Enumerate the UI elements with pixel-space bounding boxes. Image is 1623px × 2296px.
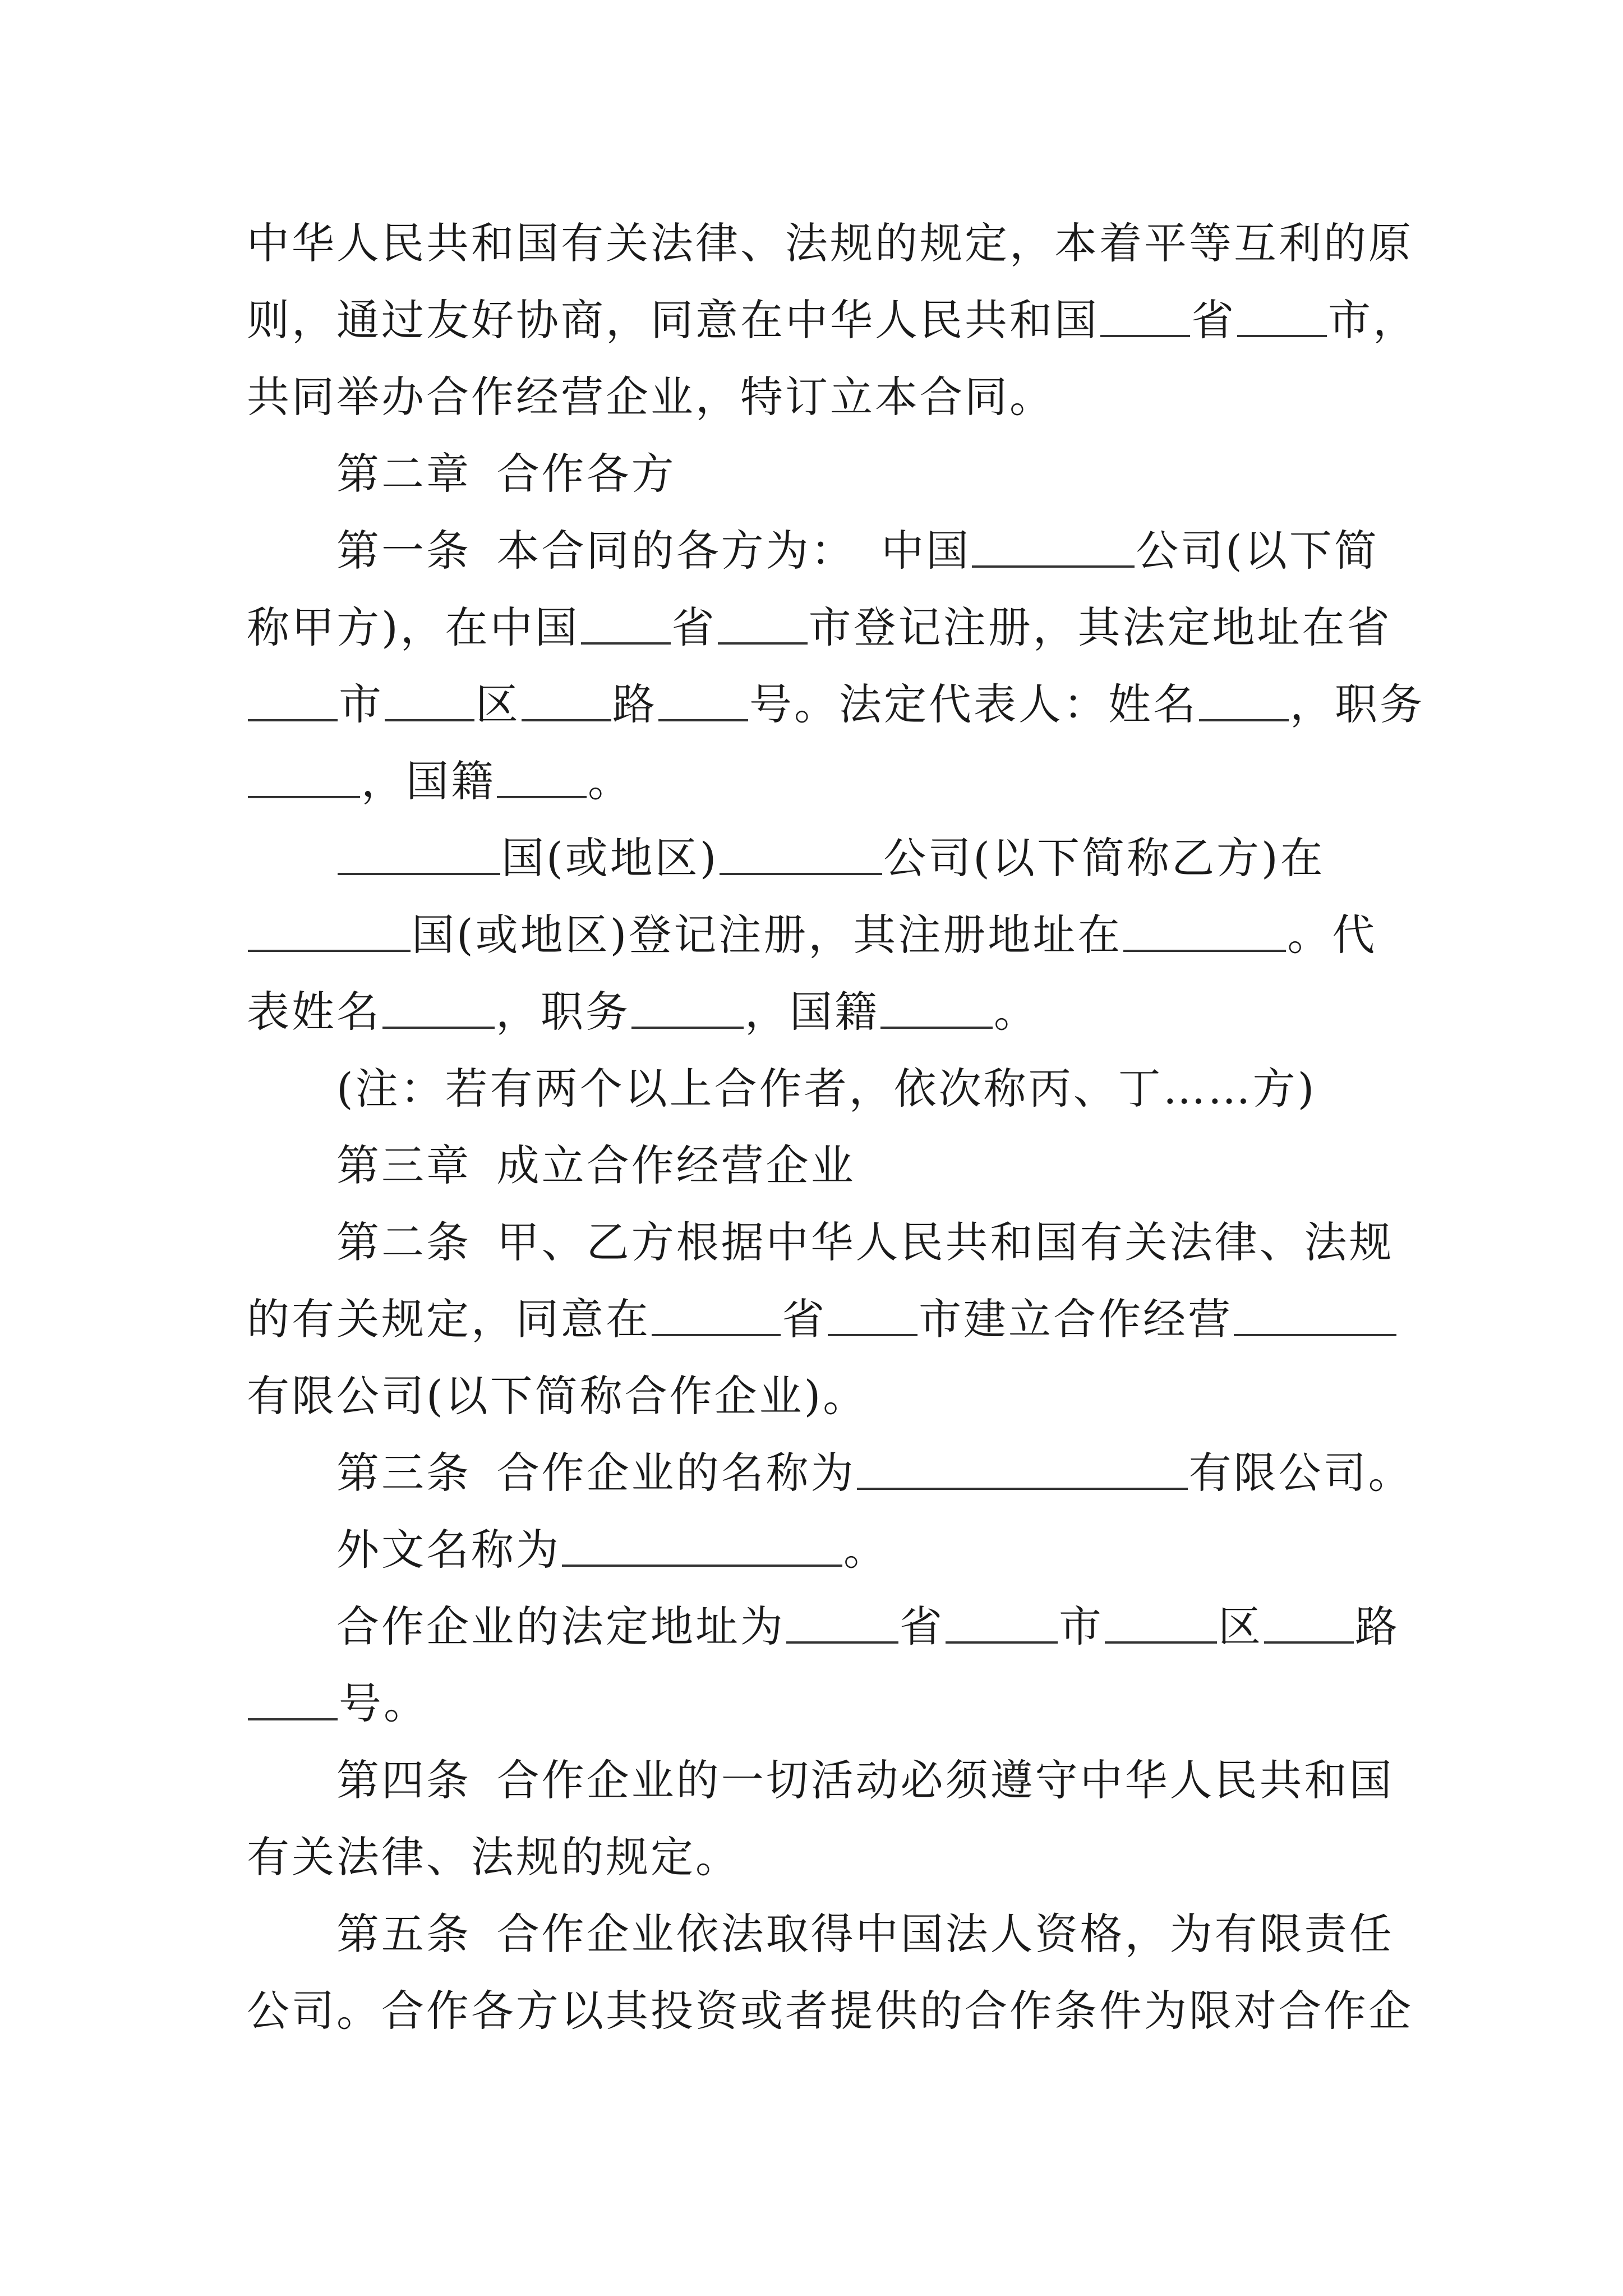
fill-in-blank [786,1603,898,1643]
fill-in-blank [1105,1603,1217,1643]
text-segment: ，国籍 [361,756,496,806]
text-segment: 省 [1191,295,1236,345]
text-segment: 。 [994,987,1039,1037]
text-segment: 国(或地区) [501,833,719,883]
fill-in-blank [248,1680,338,1720]
text-segment: 共同举办合作经营企业，特订立本合同。 [247,372,1054,422]
fill-in-blank [497,757,587,798]
text-segment: 甲、乙方根据中华人民共和国有关法律、法规 [496,1217,1394,1267]
text-segment: 市登记注册，其法定地址在省 [808,602,1392,652]
text-line [247,1972,1413,2049]
fill-in-blank [880,988,993,1028]
document-body [247,205,1424,2049]
fill-in-blank [946,1603,1058,1643]
text-line [247,666,1424,743]
text-segment: 的有关规定，同意在 [247,1294,651,1344]
text-segment: 有限公司。 [1188,1448,1413,1498]
text-segment: 省 [671,602,717,652]
text-line [247,820,1391,896]
text-segment: 路 [1355,1602,1400,1651]
text-segment: 则，通过友好协商，同意在中华人民共和国 [247,295,1099,345]
text-line [247,1434,1413,1511]
fill-in-blank [631,988,744,1028]
text-segment: 市， [1328,295,1418,345]
chapter-title: 合作各方 [496,449,676,499]
text-segment: 称甲方)，在中国 [247,602,580,652]
text-line [247,1742,1394,1819]
note-line [247,1050,1391,1127]
text-line [247,589,1391,666]
text-line [247,1665,1391,1742]
text-segment: 省 [782,1294,827,1344]
text-segment: ，国籍 [745,987,879,1037]
fill-in-blank [828,1295,917,1336]
fill-in-blank [338,834,500,875]
fill-in-blank [1100,296,1190,337]
text-segment: 中华人民共和国有关法律、法规的规定，本着平等互利的原 [247,218,1413,268]
text-segment: 合作企业的名称为 [496,1448,856,1498]
fill-in-blank [382,988,495,1028]
article-number: 第五条 [336,1909,471,1959]
fill-in-blank [1237,296,1327,337]
text-segment: 。 [843,1525,888,1575]
fill-in-blank [248,757,360,798]
article-number: 第一条 [336,526,471,576]
chapter-heading [247,1127,1391,1204]
fill-in-blank [1234,1295,1396,1336]
text-line [247,743,1391,820]
text-segment: 市 [1059,1602,1104,1651]
fill-in-blank [1123,911,1286,951]
text-line [247,358,1391,435]
fill-in-blank [720,834,882,875]
chapter-title: 成立合作经营企业 [496,1140,856,1190]
text-line [247,205,1413,282]
text-segment: 有关法律、法规的规定。 [247,1832,740,1882]
fill-in-blank [581,604,671,644]
note-text: (注：若有两个以上合作者，依次称丙、丁……方) [336,1064,1317,1114]
text-line [247,282,1418,358]
text-segment: 合作企业依法取得中国法人资格，为有限责任 [496,1909,1394,1959]
text-segment: 区 [476,679,520,729]
text-line [247,1204,1394,1281]
text-segment: 省 [900,1602,944,1651]
text-segment: 公司(以下简称乙方)在 [883,833,1325,883]
fill-in-blank [248,911,411,951]
text-line [247,896,1391,973]
text-segment: ，职务 [496,987,630,1037]
text-line [247,1281,1391,1358]
article-number: 第二条 [336,1217,471,1267]
chapter-number: 第二章 [336,449,471,499]
text-segment: 号。 [339,1678,428,1728]
text-line [247,973,1391,1050]
text-line [247,1358,1391,1434]
text-segment: 号。法定代表人：姓名 [749,679,1198,729]
text-segment: 外文名称为 [336,1525,561,1575]
text-line [247,1588,1400,1665]
text-segment: 公司。合作各方以其投资或者提供的合作条件为限对合作企 [247,1986,1413,2036]
fill-in-blank [857,1449,1188,1489]
text-segment: 区 [1218,1602,1263,1651]
text-segment: 市建立合作经营 [919,1294,1233,1344]
text-segment: 中国 [881,526,971,576]
fill-in-blank [522,680,611,721]
text-segment: 。 [588,756,633,806]
fill-in-blank [718,604,808,644]
text-segment: 。代 [1287,910,1377,960]
article-number: 第四条 [336,1755,471,1805]
text-segment: 本合同的各方为： [496,526,856,576]
text-line [247,1511,1391,1588]
text-line [247,512,1391,589]
text-segment: 公司(以下简 [1136,526,1379,576]
text-segment: 合作企业的法定地址为 [336,1602,785,1651]
text-line [247,1819,1391,1895]
text-segment: 合作企业的一切活动必须遵守中华人民共和国 [496,1755,1394,1805]
article-number: 第三条 [336,1448,471,1498]
fill-in-blank [1264,1603,1354,1643]
fill-in-blank [652,1295,781,1336]
text-segment: ，职务 [1290,679,1424,729]
fill-in-blank [658,680,748,721]
fill-in-blank [1199,680,1289,721]
text-segment: 国(或地区)登记注册，其注册地址在 [412,910,1123,960]
fill-in-blank [248,680,338,721]
fill-in-blank [972,527,1135,567]
text-segment: 表姓名 [247,987,381,1037]
text-segment: 路 [612,679,657,729]
fill-in-blank [562,1526,842,1566]
text-segment: 有限公司(以下简称合作企业)。 [247,1371,868,1421]
fill-in-blank [385,680,474,721]
chapter-heading [247,435,1391,512]
text-segment: 市 [339,679,384,729]
text-line [247,1895,1394,1972]
chapter-number: 第三章 [336,1140,471,1190]
